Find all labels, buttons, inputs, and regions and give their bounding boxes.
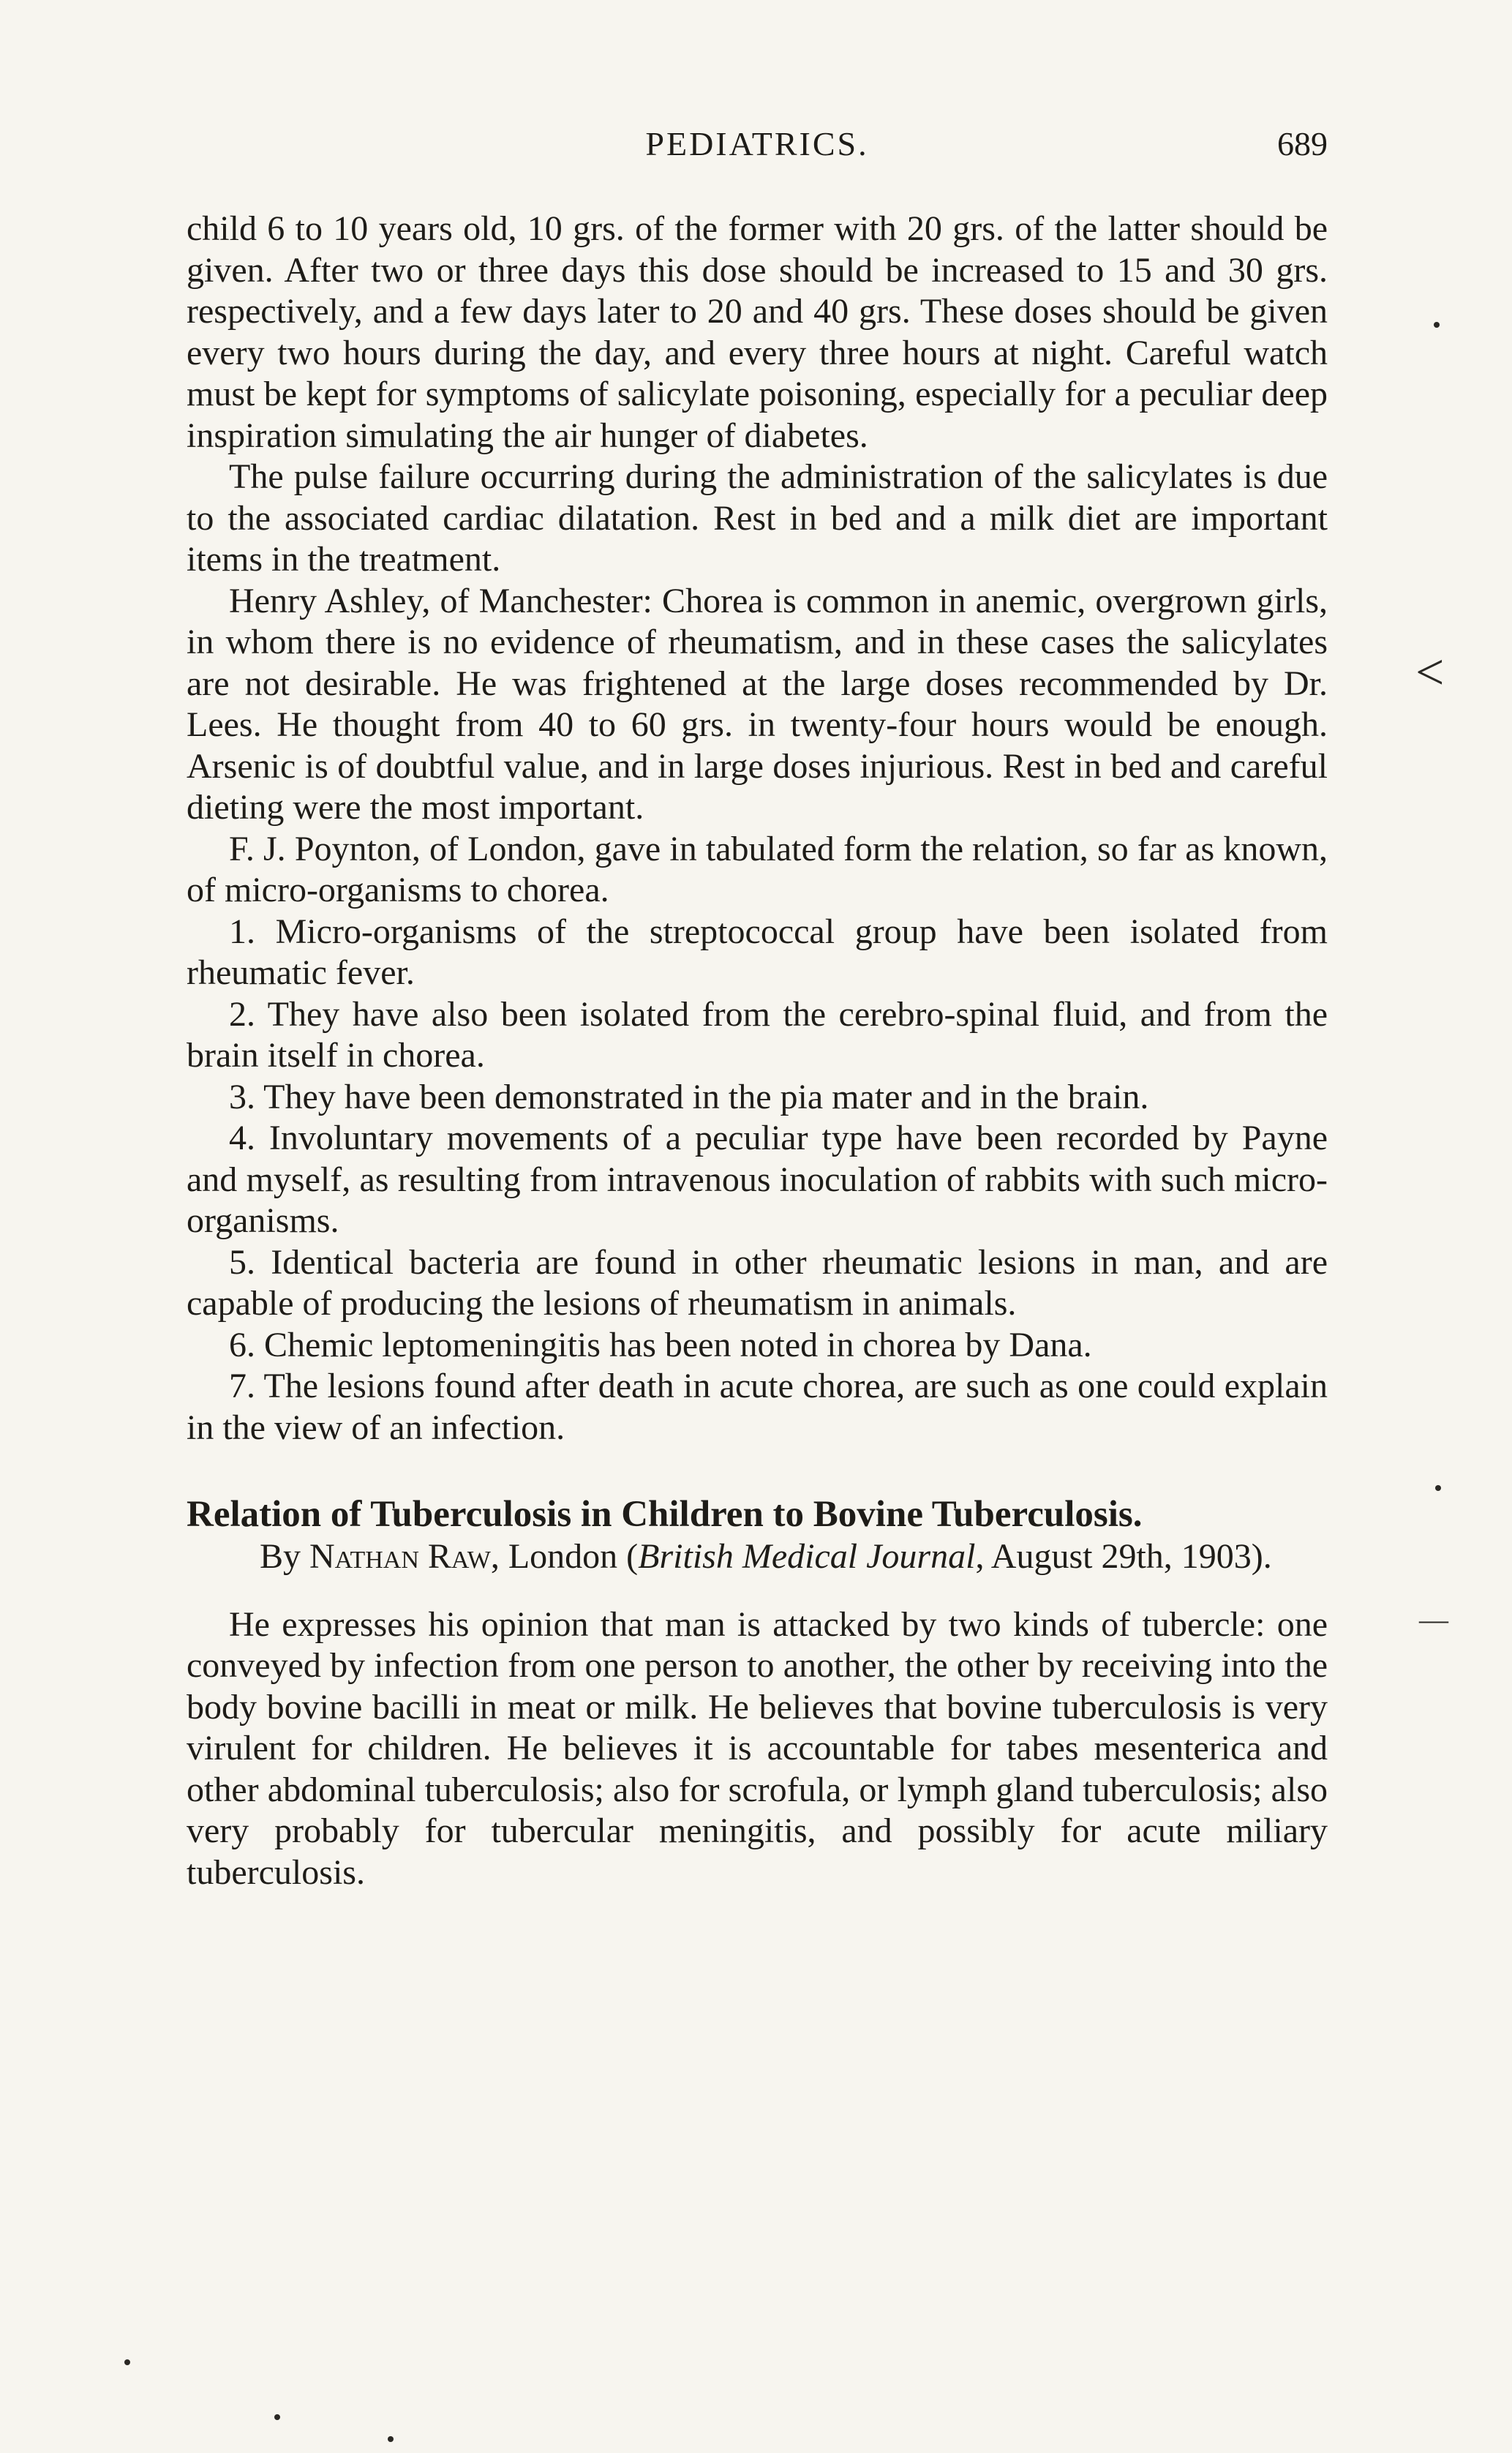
byline-location: , London ( [490,1537,639,1576]
article-byline [187,1536,1328,1578]
margin-speck [1434,322,1440,328]
byline-author: Nathan Raw [309,1537,491,1576]
text-column [187,209,1328,1893]
list-item-6: 6. Chemic leptomeningitis has been noted in chorea by Dana. [229,1325,1092,1364]
margin-speck [274,2414,280,2420]
running-title: PEDIATRICS. [645,125,869,162]
margin-speck [124,2359,130,2365]
section-gap [187,1449,1328,1492]
margin-bracket-mark: < [1415,645,1445,701]
page-number: 689 [1277,125,1328,162]
list-item-7: 7. The lesions found after death in acute chorea, are such as one could explain in the view of an infection. [187,1367,1328,1447]
paragraph-ashley: Henry Ashley, of Manchester: Chorea is common in anemic, overgrown girls, in whom there is no evidence of rheumatism, and in these cases the salicylates are not desirable. He was frightened at the large doses recommended by Dr. Lees. He thought from 40 to 60 grs. in twenty-four hours would be enough. Arsenic is of doubtful value, and in large doses injurious. Rest in bed and careful dieting were the most important. [187,581,1328,827]
margin-speck [388,2436,394,2442]
list-item-3: 3. They have been demonstrated in the pia mater and in the brain. [229,1077,1149,1116]
byline-journal: British Medical Journal [638,1537,976,1576]
byline-gap [187,1578,1328,1604]
paragraph-pulse-failure: The pulse failure occurring during the administration of the salicylates is due to the associated cardiac dilatation. Rest in bed and a milk diet are important items in the treatment. [187,457,1328,579]
paragraph-continued: child 6 to 10 years old, 10 grs. of the former with 20 grs. of the latter should be given. After two or three days this dose should be increased to 15 and 30 grs. respectively, and a few days later to 20 and 40 grs. These doses should be given every two hours during the day, and every three hours at night. Careful watch must be kept for symptoms of salicylate poisoning, especially for a peculiar deep inspiration simulating the air hunger of diabetes. [187,209,1328,455]
list-item-4: 4. Involuntary movements of a peculiar type have been recorded by Payne and myself, as resulting from intravenous inoculation of rabbits with such micro-organisms. [187,1119,1328,1240]
paragraph-poynton: F. J. Poynton, of London, gave in tabulated form the relation, so far as known, of micro-organisms to chorea. [187,829,1328,909]
list-item-2: 2. They have also been isolated from the cerebro-spinal fluid, and from the brain itself in chorea. [187,994,1328,1075]
margin-dash-mark: — [1419,1603,1448,1636]
article-title: Relation of Tuberculosis in Children to Bovine Tuberculosis. [187,1494,1143,1535]
page-header [187,124,1328,176]
margin-speck [1435,1485,1441,1491]
byline-date: , August 29th, 1903). [975,1537,1272,1576]
list-item-1: 1. Micro-organisms of the streptococcal group have been isolated from rheumatic fever. [187,912,1328,992]
byline-prefix: By [260,1537,310,1576]
list-item-5: 5. Identical bacteria are found in other rheumatic lesions in man, and are capable of producing the lesions of rheumatism in animals. [187,1242,1328,1323]
article-body: He expresses his opinion that man is attacked by two kinds of tubercle: one conveyed by infection from one person to another, the other by receiving into the body bovine bacilli in meat or milk. He believes that bovine tuberculosis is very virulent for children. He believes it is accountable for tabes mesenterica and other abdominal tuberculosis; also for scrofula, or lymph gland tuberculosis; also very probably for tubercular meningitis, and possibly for acute miliary tuberculosis. [187,1604,1328,1892]
